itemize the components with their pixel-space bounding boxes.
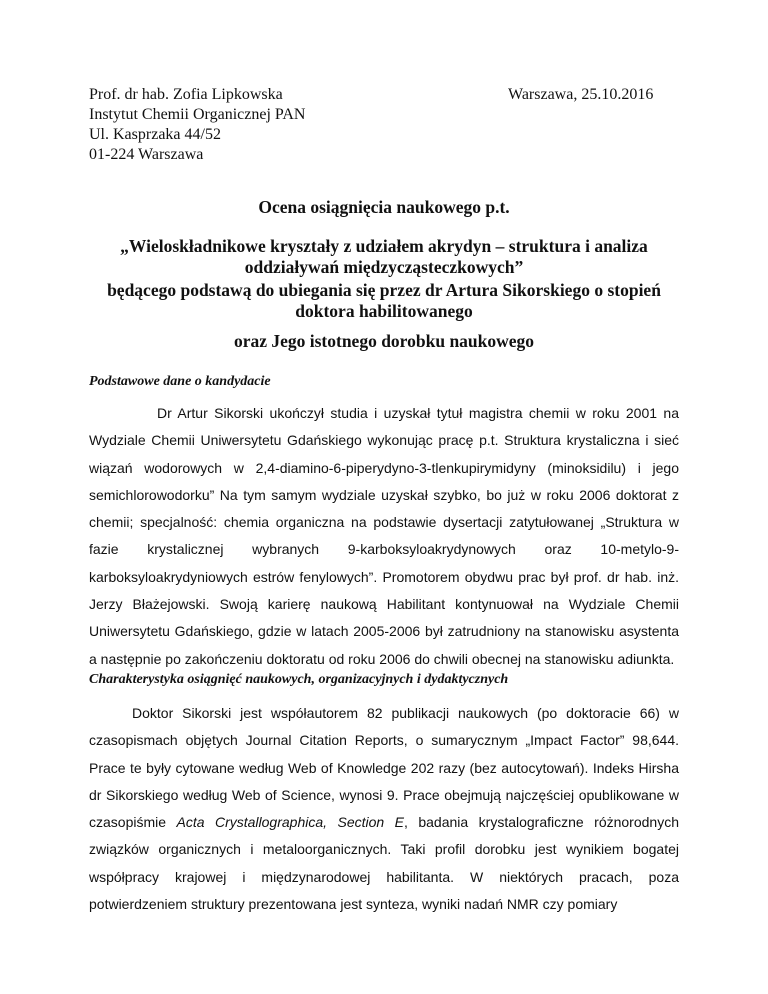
sender-street: Ul. Kasprzaka 44/52 — [89, 126, 221, 143]
section-heading-achievements: Charakterystyka osiągnięć naukowych, organizacyjnych i dydaktycznych — [89, 672, 509, 687]
sender-name: Prof. dr hab. Zofia Lipkowska — [89, 86, 283, 103]
document-title: Ocena osiągnięcia naukowego p.t. — [258, 197, 510, 217]
paragraph-candidate: Dr Artur Sikorski ukończył studia i uzyskał tytuł magistra chemii w roku 2001 na Wydziale Chemii Uniwersytetu Gdańskiego wykonując pracę p.t. Struktura krystaliczna i sieć wiązań wodorowych w 2,4-diamino-6-piperydyno-3-tlenkupirymidyny (minoksidilu) i jego semichlorowodorku” Na tym samym wydziale uzyskał szybko, bo już w roku 2006 doktorat z chemii; specjalność: chemia organiczna na podstawie dysertacji zatytułowanej „Struktura w fazie krystalicznej wybranych 9-karboksyloakrydynowych oraz 10-metylo-9-karboksyloakrydyniowych estrów fenylowych”. Promotorem obydwu prac był prof. dr hab. inż. Jerzy Błażejowski. Swoją karierę naukową Habilitant kontynuował na Wydziale Chemii Uniwersytetu Gdańskiego, gdzie w latach 2005-2006 był zatrudniony na stanowisku asystenta a następnie po zakończeniu doktoratu od roku 2006 do chwili obecnej na stanowisku adiunkta. — [89, 405, 679, 667]
section-heading-candidate: Podstawowe dane o kandydacie — [89, 374, 271, 389]
achievement-title: „Wieloskładnikowe kryształy z udziałem akrydyn – struktura i analiza oddziaływań międzycząsteczkowych” — [120, 236, 648, 277]
habilitation-subtitle: będącego podstawą do ubiegania się przez dr Artura Sikorskiego o stopień doktora habilitowanego — [107, 280, 661, 321]
achievement-subtitle: oraz Jego istotnego dorobku naukowego — [233, 331, 535, 351]
journal-name: Acta Crystallographica, Section E — [176, 814, 404, 831]
letter-date: Warszawa, 25.10.2016 — [508, 86, 654, 103]
paragraph-text-before: Doktor Sikorski jest współautorem 82 publikacji naukowych (po doktoracie 66) w czasopismach objętych Journal Citation Reports, o sumarycznym „Impact Factor” 98,644. Prace te były cytowane według Web of Knowledge 202 razy (bez autocytowań). Indeks Hirsha dr Sikorskiego według Web of Science, wynosi 9. Prace obejmują najczęściej opublikowane w czasopiśmie — [89, 705, 679, 831]
sender-institution: Instytut Chemii Organicznej PAN — [89, 106, 306, 123]
paragraph-text-after: , badania krystalograficzne różnorodnych związków organicznych i metaloorganicznych. Taki profil dorobku jest wynikiem bogatej współpracy krajowej i międzynarodowej habilitanta. W niektórych pracach, poza potwierdzeniem struktury prezentowana jest synteza, wyniki nadań NMR czy pomiary — [89, 814, 679, 913]
paragraph-achievements — [89, 700, 679, 918]
sender-address — [89, 85, 305, 165]
sender-city: 01-224 Warszawa — [89, 146, 204, 163]
